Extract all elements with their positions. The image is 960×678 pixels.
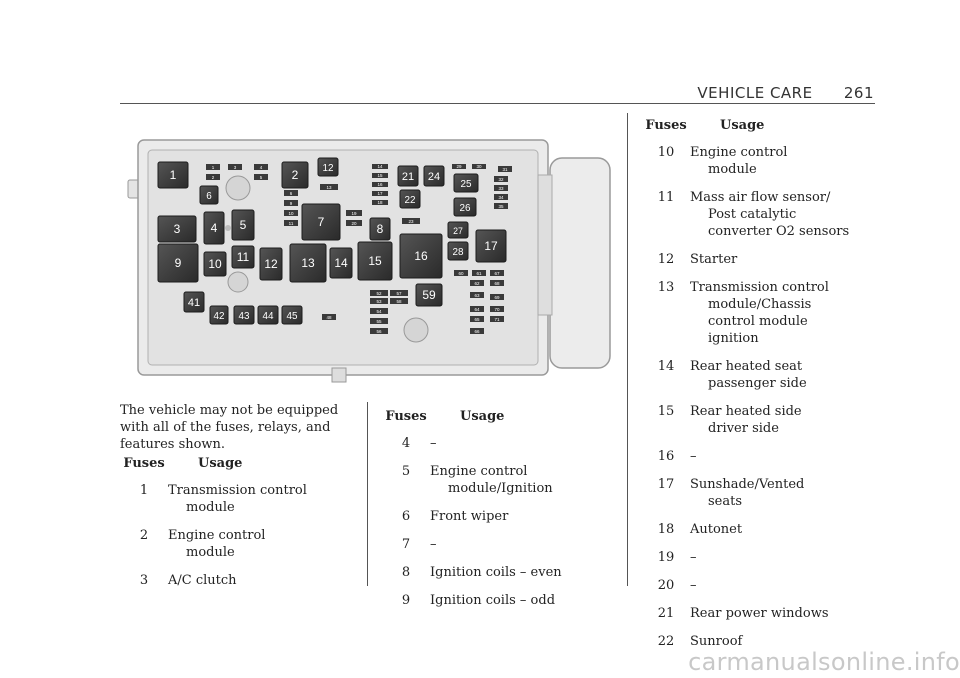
fuse-table-col-3 (642, 117, 882, 661)
relay-label: 3 (173, 222, 181, 236)
relay (184, 292, 204, 312)
fuse-usage: – (690, 550, 697, 565)
fuse-number: 5 (401, 464, 411, 479)
fuse-label: 48 (326, 315, 332, 320)
fuse-number: 1 (139, 483, 149, 498)
fuse-label: 32 (498, 177, 504, 182)
fuse (470, 306, 484, 312)
fuse (490, 316, 504, 322)
fuse (470, 328, 484, 334)
fuse-label: 29 (456, 164, 462, 169)
fuse (370, 298, 388, 304)
fuse-usage: Rear heated side driver side (690, 404, 802, 436)
fuse (206, 164, 220, 170)
fuse-label: 17 (377, 191, 383, 196)
fuse (370, 290, 388, 296)
fuse-usage: Autonet (690, 522, 743, 537)
relay (424, 166, 444, 186)
fuse-label: 4 (259, 165, 263, 170)
relay-label: 6 (206, 191, 212, 202)
fuse-row (642, 448, 882, 465)
fuse-label: 62 (474, 281, 480, 286)
fuse-row (642, 358, 882, 392)
relay-label: 41 (187, 297, 201, 309)
fuse (254, 164, 268, 170)
fuse-label: 18 (377, 200, 383, 205)
relay (476, 230, 506, 262)
fuse (346, 220, 362, 226)
fuse-label: 5 (259, 175, 263, 180)
relay-label: 15 (368, 254, 382, 268)
section-title: VEHICLE CARE (697, 84, 813, 102)
fuse-label: 57 (396, 291, 402, 296)
fuse-label: 61 (476, 271, 482, 276)
relay (302, 204, 340, 240)
fuse (490, 270, 504, 276)
relay-label: 9 (174, 256, 182, 270)
header-usage: Usage (720, 118, 765, 133)
fuse-number: 9 (401, 593, 411, 608)
relay-label: 22 (404, 195, 416, 206)
fuse-row (382, 592, 622, 609)
fuse-usage: Engine control module/Ignition (430, 464, 553, 496)
fuse-number: 6 (401, 509, 411, 524)
relay (290, 244, 326, 282)
fuse (470, 316, 484, 322)
relay-label: 26 (459, 203, 471, 214)
fuse-usage: – (690, 449, 697, 464)
fuse-label: 63 (474, 293, 480, 298)
relay (358, 242, 392, 280)
fuse-label: 14 (377, 164, 383, 169)
relay (158, 216, 196, 242)
relay-label: 2 (291, 168, 299, 182)
fuse (370, 328, 388, 334)
fuse-usage: A/C clutch (168, 573, 237, 588)
fuse-row (642, 144, 882, 178)
fuse-row (642, 279, 882, 347)
fuse (498, 166, 512, 172)
fuse-number: 21 (657, 606, 675, 621)
fuse-label: 10 (288, 211, 294, 216)
relay-label: 5 (239, 218, 247, 232)
fuse-usage: Mass air flow sensor/ Post catalytic converter O2 sensors (690, 190, 850, 239)
fuse-label: 34 (498, 195, 504, 200)
fuse (284, 200, 298, 206)
fuse (470, 292, 484, 298)
relay (282, 306, 302, 324)
fuse-label: 69 (494, 295, 500, 300)
fuse-label: 16 (377, 182, 383, 187)
fuse-number: 11 (657, 190, 675, 205)
fuse-usage: Transmission control module/Chassis control module ignition (690, 280, 829, 346)
fuse (470, 280, 484, 286)
fuse-table-col-1 (120, 455, 355, 600)
fuse-number: 20 (657, 578, 675, 593)
fuse-label: 71 (494, 317, 500, 322)
fuse-label: 31 (502, 167, 508, 172)
fuse-label: 56 (376, 329, 382, 334)
header-rule (120, 103, 875, 104)
fuse-number: 19 (657, 550, 675, 565)
fuse (206, 174, 220, 180)
fuse-number: 15 (657, 404, 675, 419)
fuse-label: 55 (376, 319, 382, 324)
fuse-table-col-2 (382, 408, 622, 620)
relay-label: 1 (169, 168, 177, 182)
fuse-label: 30 (476, 164, 482, 169)
fuse-label: 2 (211, 175, 215, 180)
fuse-row (120, 482, 355, 516)
relay-label: 17 (484, 239, 498, 253)
fuse (490, 280, 504, 286)
relay (448, 242, 468, 260)
relay-label: 45 (286, 311, 298, 322)
table-header (642, 117, 882, 134)
relay-label: 42 (213, 311, 225, 322)
fuse (346, 210, 362, 216)
fuse (372, 200, 388, 205)
fuse-number: 4 (401, 436, 411, 451)
relay-label: 21 (401, 171, 415, 183)
relay-label: 10 (208, 257, 222, 271)
fuse-row (382, 435, 622, 452)
fuse-usage: Rear heated seat passenger side (690, 359, 807, 391)
fuse (490, 306, 504, 312)
fuse (228, 164, 242, 170)
column-divider-2 (627, 113, 628, 586)
fuse (372, 182, 388, 187)
intro-text: The vehicle may not be equipped with all of the fuses, relays, and features shown. (120, 403, 339, 452)
relay (204, 212, 224, 244)
relay (210, 306, 228, 324)
fuse (320, 184, 338, 190)
relay (200, 186, 218, 204)
fuse-block-diagram (120, 130, 620, 385)
column-divider-1 (367, 402, 368, 586)
fuse (490, 294, 504, 300)
relay (232, 210, 254, 240)
fuse-number: 18 (657, 522, 675, 537)
header-usage: Usage (460, 409, 505, 424)
fuse-label: 35 (498, 204, 504, 209)
fuse-number: 22 (657, 634, 675, 649)
fuse-row (642, 521, 882, 538)
fuse (372, 191, 388, 196)
fuse-label: 67 (494, 271, 500, 276)
fuse-usage: Engine control module (690, 145, 788, 177)
fuse-row (642, 577, 882, 594)
page-number: 261 (843, 84, 874, 102)
fuse-number: 2 (139, 528, 149, 543)
fuse-label: 3 (233, 165, 237, 170)
fuse-row (382, 564, 622, 581)
fuse-label: 54 (376, 309, 382, 314)
relay (158, 162, 188, 188)
fuse (494, 176, 508, 182)
fuse-row (382, 508, 622, 525)
fuse-label: 64 (474, 307, 480, 312)
fuse (284, 220, 298, 226)
fuse-row (120, 572, 355, 589)
fuse-row (642, 476, 882, 510)
fuse-usage: – (430, 537, 437, 552)
fuse-label: 23 (408, 219, 414, 224)
relay-label: 7 (317, 215, 325, 229)
fuse-number: 16 (657, 449, 675, 464)
relay (454, 198, 476, 216)
relay-label: 13 (301, 256, 315, 270)
fuse (494, 185, 508, 191)
fuse-row (642, 189, 882, 240)
relay-label: 11 (236, 250, 250, 264)
running-header (697, 84, 874, 102)
header-usage: Usage (198, 456, 243, 471)
relay (232, 246, 254, 268)
watermark: carmanualsonline.info (688, 648, 960, 676)
fuse (372, 164, 388, 169)
fuse-label: 20 (351, 221, 357, 226)
relay (330, 248, 352, 278)
fuse-usage: Transmission control module (168, 483, 307, 515)
fuse (370, 308, 388, 314)
relay-label: 4 (210, 221, 218, 235)
fuse (370, 318, 388, 324)
relay-label: 14 (334, 256, 348, 270)
fuse-label: 9 (289, 201, 293, 206)
fuse-label: 1 (211, 165, 215, 170)
fuse-row (642, 403, 882, 437)
fuse-usage: Ignition coils – odd (430, 593, 556, 608)
relay (318, 158, 338, 176)
fuse-label: 15 (377, 173, 383, 178)
fuse-number: 17 (657, 477, 675, 492)
fuse-row (120, 527, 355, 561)
header-fuses: Fuses (123, 456, 165, 471)
fuse-number: 12 (657, 252, 675, 267)
relay-label: 12 (264, 257, 278, 271)
relay (416, 284, 442, 306)
relay (400, 190, 420, 208)
relay-label: 16 (414, 249, 428, 263)
fuse-usage: Sunroof (690, 634, 743, 649)
table-header (382, 408, 622, 425)
relay (234, 306, 254, 324)
fuse-label: 65 (474, 317, 480, 322)
fuse-label: 6 (289, 191, 293, 196)
fuse-label: 13 (326, 185, 332, 190)
relay-label: 59 (422, 288, 436, 302)
fuse-label: 68 (494, 281, 500, 286)
relay-label: 28 (452, 247, 464, 258)
fuse-number: 3 (139, 573, 149, 588)
fuse (254, 174, 268, 180)
relay (370, 218, 390, 240)
fuse (494, 203, 508, 209)
relay (448, 222, 468, 238)
fuse (390, 290, 408, 296)
fuse (390, 298, 408, 304)
fuse-usage: Engine control module (168, 528, 266, 560)
relay-label: 44 (262, 311, 274, 322)
fuse-usage: Rear power windows (690, 606, 829, 621)
fuse-label: 19 (351, 211, 357, 216)
fuse-label: 53 (376, 299, 382, 304)
fuse-label: 52 (376, 291, 382, 296)
relay-label: 8 (376, 222, 384, 236)
fuse (452, 164, 466, 169)
relay-label: 12 (322, 163, 334, 174)
fuse-label: 60 (458, 271, 464, 276)
relay (258, 306, 278, 324)
relay (282, 162, 308, 188)
fuse-row (642, 251, 882, 268)
fuse-number: 14 (657, 359, 675, 374)
relay (204, 252, 226, 276)
fuse-number: 7 (401, 537, 411, 552)
fuse-row (382, 536, 622, 553)
relay-label: 25 (460, 179, 472, 190)
fuse-usage: – (430, 436, 437, 451)
fuse-number: 8 (401, 565, 411, 580)
fuse-usage: Starter (690, 252, 738, 267)
header-fuses: Fuses (645, 118, 687, 133)
fuse-row (382, 463, 622, 497)
fuse (284, 210, 298, 216)
relay (260, 248, 282, 280)
fuse (322, 314, 336, 320)
fuse (372, 173, 388, 178)
fuse (284, 190, 298, 196)
table-header (120, 455, 355, 472)
fuse-label: 11 (288, 221, 294, 226)
relay (454, 174, 478, 192)
relay (400, 234, 442, 278)
fuse-label: 70 (494, 307, 500, 312)
fuse-label: 58 (396, 299, 402, 304)
fuse-number: 10 (657, 145, 675, 160)
fuse (472, 270, 486, 276)
relay (158, 244, 198, 282)
fuse-usage: Sunshade/Vented seats (690, 477, 805, 509)
fuse-label: 33 (498, 186, 504, 191)
fuse-number: 13 (657, 280, 675, 295)
fuse-label: 66 (474, 329, 480, 334)
relay-label: 43 (238, 311, 250, 322)
header-fuses: Fuses (385, 409, 427, 424)
fuse-row (642, 605, 882, 622)
relay (398, 166, 418, 186)
fuse (472, 164, 486, 169)
fuse (494, 194, 508, 200)
fuse-usage: – (690, 578, 697, 593)
fuse-row (642, 549, 882, 566)
relay-label: 27 (453, 226, 463, 236)
fuse (402, 218, 420, 224)
fuse (454, 270, 468, 276)
relay-label: 24 (427, 171, 441, 183)
fuse-usage: Ignition coils – even (430, 565, 562, 580)
fuse-usage: Front wiper (430, 509, 509, 524)
